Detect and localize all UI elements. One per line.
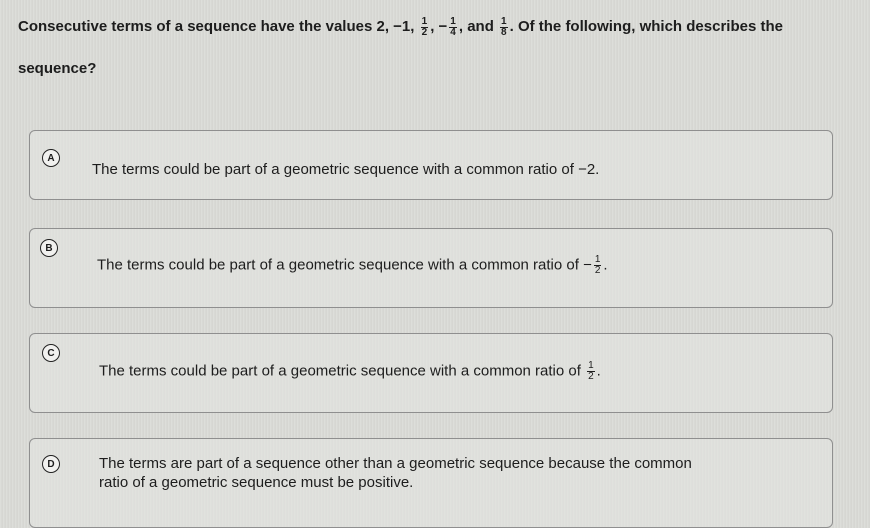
question-prefix: Consecutive terms of a sequence have the values — [18, 18, 373, 35]
option-c-text: The terms could be part of a geometric sequence with a common ratio of $\frac{1}{2}$ . — [99, 360, 601, 382]
value-3-fraction: $\frac{1}{2}$ — [421, 15, 428, 38]
value-4-sign: − — [438, 18, 448, 35]
value-5-fraction: $\frac{1}{8}$ — [501, 15, 507, 38]
option-b-fraction: $\frac{1}{2}$ — [594, 254, 601, 276]
question-text: Consecutive terms of a sequence have the values 2, −1, $\frac{1}{2}$ , − $\frac{1}{4}$ , and $\frac{1}{8}$ . Of the following, which describes the sequence? — [18, 15, 783, 77]
and-text: , and — [458, 18, 494, 35]
option-a-badge: A — [42, 149, 60, 167]
question-suffix: . Of the following, which describes the sequence? — [18, 18, 783, 77]
option-b-badge: B — [40, 239, 58, 257]
answer-option-b[interactable] — [29, 228, 833, 308]
value-4-fraction: $\frac{1}{4}$ — [450, 15, 456, 38]
answer-option-c[interactable] — [29, 333, 833, 413]
value-2: −1, — [393, 18, 415, 35]
option-b-text: The terms could be part of a geometric sequence with a common ratio of − $\frac{1}{2}$ . — [97, 254, 608, 276]
option-d-badge: D — [42, 455, 60, 473]
option-d-text: The terms are part of a sequence other than a geometric sequence because the common ratio of a geometric sequence must be positive. — [99, 455, 692, 491]
answer-option-d[interactable] — [29, 438, 833, 528]
option-c-badge: C — [42, 344, 60, 362]
answer-option-a[interactable] — [29, 130, 833, 200]
option-c-fraction: $\frac{1}{2}$ — [588, 360, 594, 382]
option-a-text: The terms could be part of a geometric sequence with a common ratio of −2. — [92, 161, 600, 178]
value-1: 2, — [376, 18, 389, 35]
option-a-ratio: −2. — [578, 161, 600, 178]
